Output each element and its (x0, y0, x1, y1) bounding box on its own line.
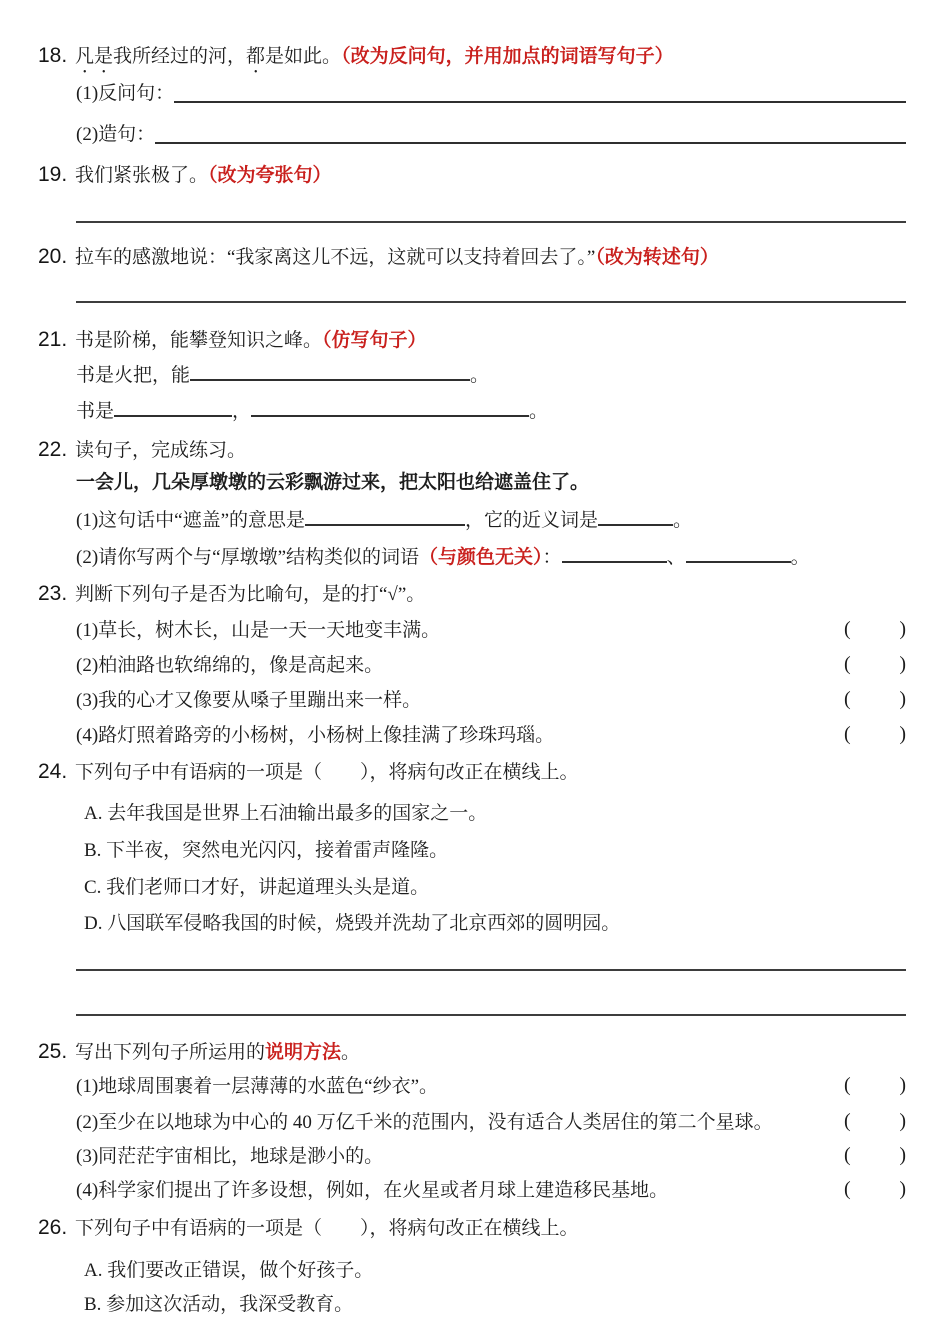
answer-blank (155, 142, 906, 144)
red-instruction: （改为转述句） (595, 247, 719, 268)
question-number: 19. (38, 163, 68, 186)
bracket-open: ( (844, 618, 851, 640)
bracket-close: ) (899, 1074, 906, 1096)
judge-item (76, 652, 906, 679)
answer-brackets (844, 616, 906, 643)
answer-brackets (844, 1072, 906, 1099)
judge-item (76, 687, 906, 714)
bracket-close: ) (899, 1178, 906, 1200)
sub-question-label: (2)造句： (76, 124, 156, 145)
punctuation: 。 (673, 510, 693, 531)
question-number: 20. (38, 245, 68, 268)
question-number: 22. (38, 438, 68, 461)
judge-item (76, 617, 906, 644)
punctuation: 。 (341, 1042, 361, 1063)
punctuation: 。 (790, 547, 810, 568)
question-18-sub1 (76, 80, 906, 107)
bracket-close: ) (899, 723, 906, 745)
question-number: 25. (38, 1040, 68, 1063)
bracket-close: ) (899, 688, 906, 710)
option-row (84, 1257, 906, 1284)
question-19-stem (38, 161, 906, 189)
answer-brackets (844, 686, 906, 713)
item-sentence: (3)同茫茫宇宙相比，地球是渺小的。 (76, 1146, 384, 1167)
bracket-open: ( (844, 723, 851, 745)
punctuation: 。 (529, 401, 549, 422)
method-item (76, 1109, 906, 1136)
sub-question-label: (1)反问句： (76, 83, 175, 104)
question-18-sub2 (76, 121, 906, 148)
answer-blank (114, 396, 232, 417)
answer-blank (305, 505, 465, 526)
dotted-word: 都 (246, 46, 266, 67)
option-text: B. 参加这次活动，我深受教育。 (84, 1294, 354, 1315)
option-row (84, 800, 906, 827)
red-instruction: （改为反问句，并用加点的词语写句子） (341, 46, 674, 67)
judge-item (76, 722, 906, 749)
question-22-sub2 (76, 542, 906, 571)
method-item (76, 1073, 906, 1100)
bracket-close: ) (899, 1144, 906, 1166)
stem-text: 我们紧张极了。 (75, 165, 209, 186)
stem-text-part: 我所经过的河， (113, 46, 247, 67)
answer-blank (686, 542, 791, 563)
question-20-stem (38, 243, 906, 271)
question-22-stem (38, 436, 906, 464)
red-instruction: （改为夸张句） (208, 165, 332, 186)
option-row (84, 1291, 906, 1318)
item-sentence: (4)路灯照着路旁的小杨树，小杨树上像挂满了珍珠玛瑙。 (76, 725, 555, 746)
bracket-open: ( (844, 1110, 851, 1132)
bracket-close: ) (899, 618, 906, 640)
option-row (84, 910, 906, 937)
stem-text: 判断下列句子是否为比喻句，是的打“√”。 (75, 584, 426, 605)
answer-brackets (844, 721, 906, 748)
stem-text: 下列句子中有语病的一项是（ ），将病句改正在横线上。 (75, 1218, 579, 1239)
red-keyword: 说明方法 (265, 1042, 342, 1063)
stem-text: 写出下列句子所运用的 (75, 1042, 266, 1063)
sentence-prefix: 书是 (76, 401, 115, 422)
sub-question-label: (2)请你写两个与“厚墩墩”结构类似的词语 (76, 547, 420, 568)
bracket-open: ( (844, 1178, 851, 1200)
question-number: 18. (38, 44, 68, 67)
question-23-stem (38, 580, 906, 608)
question-number: 24. (38, 760, 68, 783)
question-number: 26. (38, 1216, 68, 1239)
sentence-prefix: 书是火把，能 (76, 365, 191, 386)
option-text: C. 我们老师口才好，讲起道理头头是道。 (84, 877, 430, 898)
question-24-stem (38, 758, 906, 786)
answer-blank (251, 396, 529, 417)
quoted-sentence: 一会儿，几朵厚墩墩的云彩飘游过来，把太阳也给遮盖住了。 (76, 472, 590, 493)
answer-brackets (844, 651, 906, 678)
stem-text: 拉车的感激地说：“我家离这儿不远，这就可以支持着回去了。” (75, 247, 596, 268)
question-21-line2 (76, 396, 906, 425)
bracket-close: ) (899, 1110, 906, 1132)
question-21-line1 (76, 360, 906, 389)
option-text: A. 去年我国是世界上石油输出最多的国家之一。 (84, 803, 488, 824)
red-instruction: （仿写句子） (322, 330, 427, 351)
stem-text: 读句子，完成练习。 (75, 440, 247, 461)
punctuation: ： (542, 547, 562, 568)
bracket-close: ) (899, 653, 906, 675)
option-text: B. 下半夜，突然电光闪闪，接着雷声隆隆。 (84, 840, 449, 861)
bracket-open: ( (844, 1144, 851, 1166)
red-instruction: （与颜色无关） (419, 547, 543, 568)
question-18-stem (38, 42, 906, 78)
question-25-stem (38, 1038, 906, 1066)
answer-blank (190, 360, 470, 381)
option-row (84, 874, 906, 901)
punctuation: ， (232, 401, 252, 422)
answer-blank (562, 542, 667, 563)
stem-text (75, 46, 341, 67)
answer-line (76, 221, 906, 223)
answer-line (76, 301, 906, 303)
method-item (76, 1143, 906, 1170)
question-22-sentence (76, 469, 906, 496)
answer-blank (598, 505, 673, 526)
dotted-word: 凡是 (75, 46, 114, 67)
question-22-sub1 (76, 505, 906, 534)
answer-blank (174, 101, 906, 103)
answer-brackets (844, 1108, 906, 1135)
stem-text: 下列句子中有语病的一项是（ ），将病句改正在横线上。 (75, 762, 579, 783)
bracket-open: ( (844, 688, 851, 710)
item-sentence: (1)地球周围裹着一层薄薄的水蓝色“纱衣”。 (76, 1076, 439, 1097)
answer-line (76, 969, 906, 971)
punctuation: 、 (666, 547, 686, 568)
stem-text-part: 是如此。 (265, 46, 342, 67)
bracket-open: ( (844, 1074, 851, 1096)
item-sentence: (1)草长，树木长，山是一天一天地变丰满。 (76, 620, 441, 641)
answer-brackets (844, 1176, 906, 1203)
sub-question-label: (1)这句话中“遮盖”的意思是 (76, 510, 306, 531)
answer-brackets (844, 1142, 906, 1169)
question-number: 21. (38, 328, 68, 351)
method-item (76, 1177, 906, 1204)
option-text: D. 八国联军侵略我国的时候，烧毁并洗劫了北京西郊的圆明园。 (84, 913, 621, 934)
punctuation: 。 (470, 365, 490, 386)
question-26-stem (38, 1214, 906, 1242)
answer-line (76, 1014, 906, 1016)
item-sentence: (2)柏油路也软绵绵的，像是高起来。 (76, 655, 384, 676)
item-sentence: (4)科学家们提出了许多设想，例如，在火星或者月球上建造移民基地。 (76, 1180, 669, 1201)
option-row (84, 837, 906, 864)
bracket-open: ( (844, 653, 851, 675)
option-text: A. 我们要改正错误，做个好孩子。 (84, 1260, 374, 1281)
sub-question-text: ，它的近义词是 (465, 510, 599, 531)
item-sentence: (3)我的心才又像要从嗓子里蹦出来一样。 (76, 690, 422, 711)
item-sentence: (2)至少在以地球为中心的 40 万亿千米的范围内，没有适合人类居住的第二个星球。 (76, 1112, 773, 1133)
question-21-stem (38, 326, 906, 354)
stem-text: 书是阶梯，能攀登知识之峰。 (75, 330, 323, 351)
question-number: 23. (38, 582, 68, 605)
